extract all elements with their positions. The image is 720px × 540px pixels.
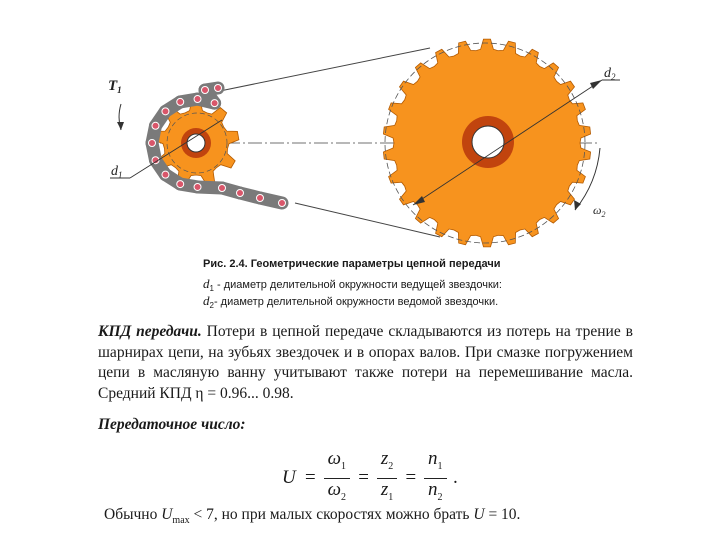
caption-d2-symbol: d xyxy=(203,293,210,308)
chain-pin xyxy=(202,87,209,94)
t1-label: $T_1$ xyxy=(108,78,122,95)
figure-caption-title: Рис. 2.4. Геометрические параметры цепной передачи xyxy=(203,258,501,270)
fraction-z xyxy=(377,448,397,509)
caption-line-d2 xyxy=(203,293,498,310)
chain-pin xyxy=(152,122,159,129)
chain-strand-top xyxy=(215,48,430,92)
chain-pin xyxy=(177,98,184,105)
chain-pin xyxy=(215,85,222,92)
gear-ratio-formula xyxy=(278,448,462,509)
caption-line-d1 xyxy=(203,276,502,293)
efficiency-heading: КПД передачи. xyxy=(98,323,202,340)
d1-label: $d_1$ xyxy=(111,164,123,180)
omega-numerator: $\omega_1$ xyxy=(324,448,350,479)
omega2-arrow-head xyxy=(574,200,581,210)
formula-equals-3: = xyxy=(404,467,418,489)
chain-pin xyxy=(211,100,218,107)
z-denominator: $z_1$ xyxy=(380,478,394,503)
formula-period: . xyxy=(453,467,459,489)
efficiency-paragraph xyxy=(98,322,633,404)
n-numerator: $n_1$ xyxy=(424,448,447,479)
chain-pin xyxy=(194,183,201,190)
omega2-label: $\omega_2$ xyxy=(593,203,606,219)
caption-d2-sub: 2 xyxy=(209,301,214,311)
chain-pin xyxy=(257,195,264,202)
caption-d1-text: - диаметр делительной окружности ведущей звездочки: xyxy=(213,279,502,291)
caption-d1-sub: 1 xyxy=(209,284,214,294)
d2-arrow-end xyxy=(590,80,602,89)
fraction-n xyxy=(424,448,447,509)
chain-pin xyxy=(237,190,244,197)
umax-subscript: max xyxy=(172,515,190,527)
formula-equals-1: = xyxy=(303,467,317,489)
chain-pin xyxy=(279,200,286,207)
omega-denominator: $\omega_2$ xyxy=(327,478,346,503)
caption-d1-symbol: d xyxy=(203,276,210,291)
n-denominator: $n_2$ xyxy=(428,478,443,503)
umax-rest: < 7, но при малых скоростях можно брать xyxy=(189,506,474,523)
formula-lhs: U xyxy=(282,467,296,489)
umax-symbol: U xyxy=(161,506,173,523)
caption-d2-text: - диаметр делительной окружности ведомой звездочки. xyxy=(213,296,499,308)
umax-tail: = 10. xyxy=(484,506,521,523)
gear-ratio-heading: Передаточное число: xyxy=(98,416,246,433)
umax-prefix: Обычно xyxy=(104,506,162,523)
fraction-omega xyxy=(324,448,350,509)
chain-pin xyxy=(149,140,156,147)
chain-drive-figure xyxy=(0,0,720,255)
driven-bore xyxy=(472,126,504,158)
formula-equals-2: = xyxy=(356,467,370,489)
umax-note xyxy=(104,506,520,526)
efficiency-text: Потери в цепной передаче складываются из потерь на трение в шарнирах цепи, на зубьях звездочек и в опорах валов. При смазке погружением цепи в масляную ванну учитывают также потери на перемешивание масла. Средний КПД η = 0.96... 0.98. xyxy=(98,323,633,402)
z-numerator: $z_2$ xyxy=(377,448,397,479)
chain-pin xyxy=(162,108,169,115)
chain-pin xyxy=(194,96,201,103)
chain-pin xyxy=(177,181,184,188)
chain-pin xyxy=(162,171,169,178)
d2-label: $d_2$ xyxy=(604,66,616,82)
u-symbol: U xyxy=(473,506,485,523)
rotation-arrow-head xyxy=(117,122,124,130)
chain-pin xyxy=(219,185,226,192)
